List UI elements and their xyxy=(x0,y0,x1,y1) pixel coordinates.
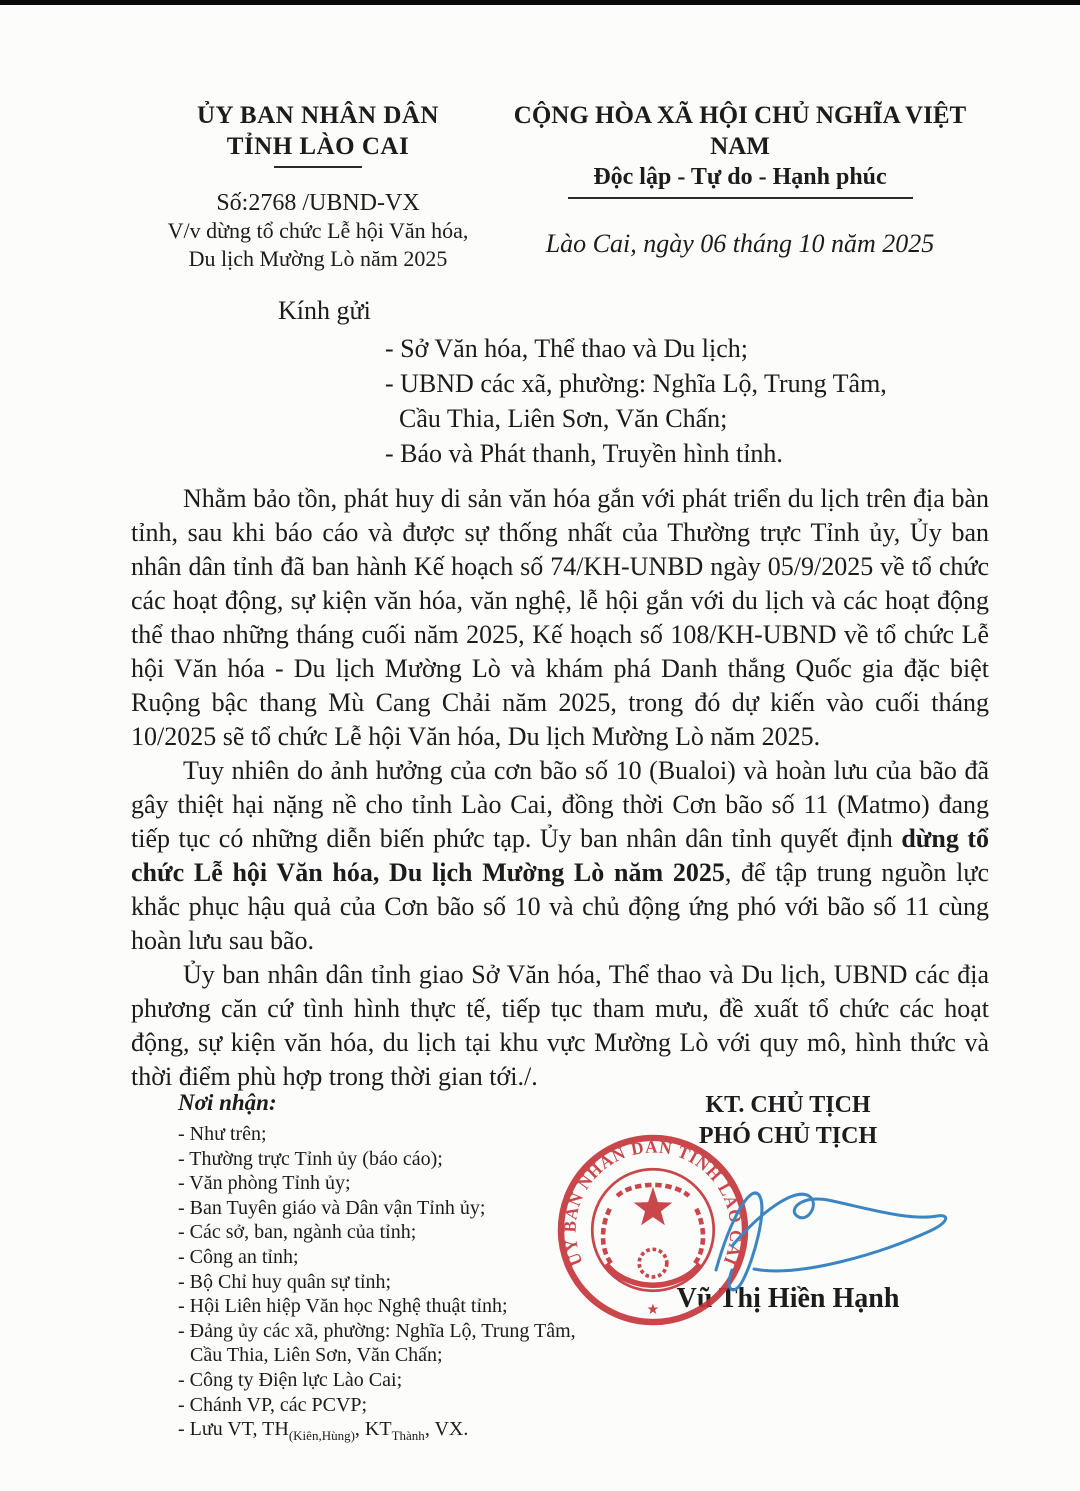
noi-nhan-label: Nơi nhận: xyxy=(178,1090,277,1115)
recipient-item: - UBND các xã, phường: Nghĩa Lộ, Trung Tâm, xyxy=(385,369,887,398)
org-underline xyxy=(274,166,362,168)
noi-nhan-item: - Công an tỉnh; xyxy=(178,1245,299,1268)
recipient-list xyxy=(385,331,960,471)
noi-nhan-item-luu xyxy=(178,1417,598,1442)
luu-part3: , VX. xyxy=(424,1418,469,1441)
noi-nhan-item: - Công ty Điện lực Lào Cai; xyxy=(178,1368,403,1391)
subject-line2: Du lịch Mường Lò năm 2025 xyxy=(188,246,448,271)
p2-text-bold: dừng tổ chức Lễ hội Văn hóa, Du lịch Mường Lò năm 2025 xyxy=(131,824,990,887)
noi-nhan-item: - Thường trực Tỉnh ủy (báo cáo); xyxy=(178,1147,443,1170)
issuing-org-block xyxy=(118,100,518,273)
national-motto-block xyxy=(505,100,975,259)
noi-nhan-item-wrap: Cầu Thia, Liên Sơn, Văn Chấn; xyxy=(190,1344,443,1367)
handwritten-signature xyxy=(658,1148,968,1308)
salutation-label: Kính gửi xyxy=(278,296,371,325)
p2-text-post: , để tập trung nguồn lực khắc phục hậu quả của Cơn bão số 10 và chủ động ứng phó với bão số 11 cùng hoàn lưu sau bão. xyxy=(131,858,989,955)
noi-nhan-item: - Chánh VP, các PCVP; xyxy=(178,1393,368,1416)
noi-nhan-item: - Văn phòng Tỉnh ủy; xyxy=(178,1172,351,1195)
place-date-line: Lào Cai, ngày 06 tháng 10 năm 2025 xyxy=(545,229,935,258)
luu-part1: - Lưu VT, TH xyxy=(178,1418,289,1441)
seal-ring-text: ỦY BAN NHÂN DÂN TỈNH LÀO CAI xyxy=(559,1136,747,1270)
noi-nhan-item: - Ban Tuyên giáo và Dân vận Tỉnh ủy; xyxy=(178,1196,486,1219)
motto-underline xyxy=(568,197,913,199)
seal-bottom-star: ★ xyxy=(646,1301,660,1318)
luu-sub1: (Kiên,Hùng) xyxy=(288,1428,355,1444)
national-title: CỘNG HÒA XÃ HỘI CHỦ NGHĨA VIỆT NAM xyxy=(513,102,967,160)
issuing-org-name-line2: TỈNH LÀO CAI xyxy=(226,133,410,160)
noi-nhan-item: - Như trên; xyxy=(178,1123,267,1145)
signer-authority-line: KT. CHỦ TỊCH xyxy=(705,1092,871,1118)
noi-nhan-list xyxy=(178,1122,598,1442)
luu-part2: , KT xyxy=(354,1418,392,1441)
letter-body xyxy=(131,482,989,1094)
luu-sub2: Thành xyxy=(391,1428,425,1444)
body-paragraph-3: Ủy ban nhân dân tỉnh giao Sở Văn hóa, Thể thao và Du lịch, UBND các địa phương căn cứ tình hình thực tế, tiếp tục tham mưu, đề xuất tổ chức các hoạt động, sự kiện văn hóa, du lịch tại khu vực Mường Lò với quy mô, hình thức và thời điểm phù hợp trong thời gian tới./. xyxy=(131,960,989,1091)
document-number: Số:2768 /UBND-VX xyxy=(216,190,420,216)
subject-line1: V/v dừng tổ chức Lễ hội Văn hóa, xyxy=(167,218,469,243)
scan-top-black-bar xyxy=(0,0,1080,5)
recipient-item: - Báo và Phát thanh, Truyền hình tỉnh. xyxy=(385,439,783,468)
noi-nhan-item: - Đảng ủy các xã, phường: Nghĩa Lộ, Trung Tâm, xyxy=(178,1319,576,1342)
signer-name: Vũ Thị Hiền Hạnh xyxy=(676,1283,900,1314)
noi-nhan-item: - Các sở, ban, ngành của tỉnh; xyxy=(178,1221,417,1244)
recipient-item-wrap: Cầu Thia, Liên Sơn, Văn Chấn; xyxy=(399,404,728,433)
body-paragraph-2 xyxy=(131,754,989,958)
recipient-item: - Sở Văn hóa, Thể thao và Du lịch; xyxy=(385,334,748,363)
body-paragraph-1: Nhằm bảo tồn, phát huy di sản văn hóa gắn với phát triển du lịch trên địa bàn tỉnh, sau khi báo cáo và được sự thống nhất của Thường trực Tỉnh ủy, Ủy ban nhân dân tỉnh đã ban hành Kế hoạch số 74/KH-UNBD ngày 05/9/2025 về tổ chức các hoạt động, sự kiện văn hóa, văn nghệ, lễ hội gắn với du lịch và các hoạt động thể thao những tháng cuối năm 2025, Kế hoạch số 108/KH-UBND về tổ chức Lễ hội Văn hóa - Du lịch Mường Lò và khám phá Danh thắng Quốc gia đặc biệt Ruộng bậc thang Mù Cang Chải năm 2025, trong đó dự kiến vào cuối tháng 10/2025 sẽ tổ chức Lễ hội Văn hóa, Du lịch Mường Lò năm 2025. xyxy=(131,484,989,751)
p2-text-pre: Tuy nhiên do ảnh hưởng của cơn bão số 10 (Bualoi) và hoàn lưu của bão đã gây thiệt hại nặng nề cho tỉnh Lào Cai, đồng thời Cơn bão số 11 (Matmo) đang tiếp tục có những diễn biến phức tạp. Ủy ban nhân dân tỉnh quyết định xyxy=(131,756,989,853)
signer-title-line: PHÓ CHỦ TỊCH xyxy=(698,1123,878,1149)
issuing-org-name-line1: ỦY BAN NHÂN DÂN xyxy=(197,102,439,129)
noi-nhan-item: - Bộ Chỉ huy quân sự tỉnh; xyxy=(178,1270,392,1293)
noi-nhan-item: - Hội Liên hiệp Văn học Nghệ thuật tỉnh; xyxy=(178,1295,508,1318)
national-motto: Độc lập - Tự do - Hạnh phúc xyxy=(593,164,887,190)
